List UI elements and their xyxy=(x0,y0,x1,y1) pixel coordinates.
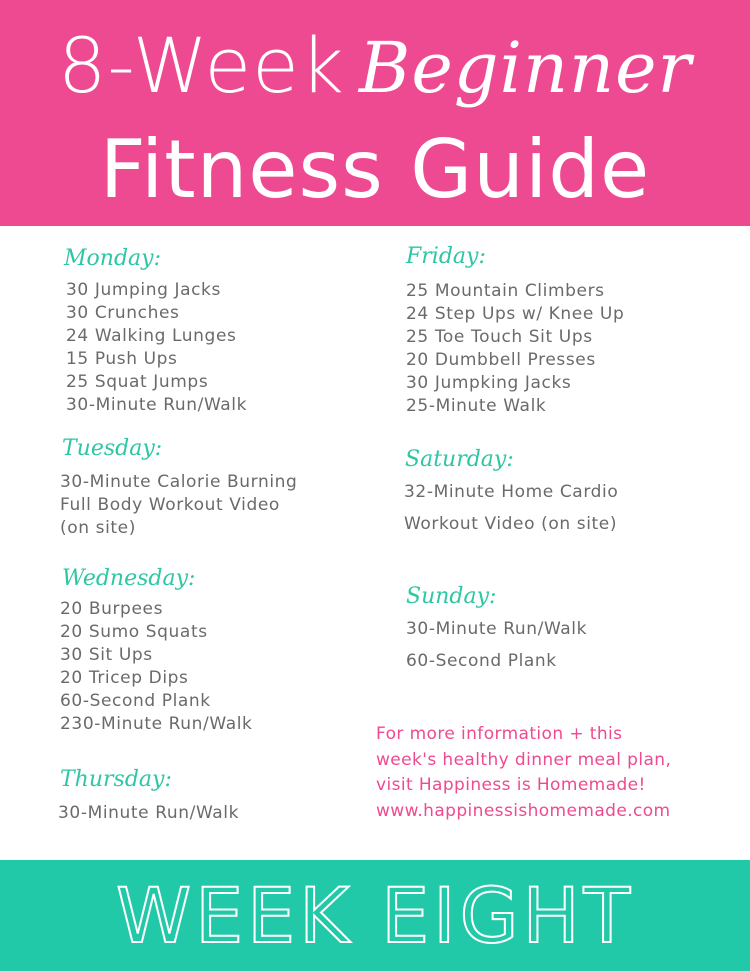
list-item: 30 Jumpking Jacks xyxy=(406,373,572,393)
day-heading-friday: Friday: xyxy=(406,244,486,269)
list-item: 32-Minute Home Cardio xyxy=(404,482,619,502)
list-item: 60-Second Plank xyxy=(406,651,557,671)
day-heading-sunday: Sunday: xyxy=(406,584,497,609)
exercise-list-saturday xyxy=(404,476,618,540)
list-item: 60-Second Plank xyxy=(60,691,211,711)
info-line: For more information + this xyxy=(376,724,623,744)
page-title-line2: Fitness Guide xyxy=(99,123,651,216)
list-item: 25-Minute Walk xyxy=(406,396,547,416)
day-heading-tuesday: Tuesday: xyxy=(62,436,163,461)
title-script: Beginner xyxy=(358,27,693,109)
list-item: 24 Step Ups w/ Knee Up xyxy=(406,304,625,324)
list-item: 24 Walking Lunges xyxy=(66,326,237,346)
info-text xyxy=(376,722,736,824)
list-item: 20 Sumo Squats xyxy=(60,622,208,642)
exercise-list-tuesday xyxy=(60,471,297,540)
exercise-list-monday xyxy=(66,279,247,417)
list-item: 30 Crunches xyxy=(66,303,180,323)
exercise-list-wednesday xyxy=(60,598,252,736)
exercise-list-friday xyxy=(406,280,624,418)
list-item: 30-Minute Run/Walk xyxy=(66,395,248,415)
list-item: 30-Minute Run/Walk xyxy=(58,803,240,823)
list-item: 20 Tricep Dips xyxy=(60,668,189,688)
exercise-list-thursday xyxy=(58,802,239,825)
day-heading-saturday: Saturday: xyxy=(405,447,514,472)
list-item: 25 Toe Touch Sit Ups xyxy=(406,327,593,347)
day-heading-monday: Monday: xyxy=(64,246,161,271)
day-heading-thursday: Thursday: xyxy=(60,767,172,792)
exercise-list-sunday xyxy=(406,613,587,677)
info-line: visit Happiness is Homemade! xyxy=(376,775,646,795)
list-item: 15 Push Ups xyxy=(66,349,178,369)
week-label: WEEK EIGHT xyxy=(115,871,635,960)
list-item: 30 Sit Ups xyxy=(60,645,153,665)
info-line: week's healthy dinner meal plan, xyxy=(376,749,672,770)
title-part1: 8-Week xyxy=(57,21,345,110)
list-item: Full Body Workout Video xyxy=(60,495,280,515)
list-item: 25 Mountain Climbers xyxy=(406,281,605,301)
header-banner xyxy=(0,0,750,226)
list-item: 30-Minute Run/Walk xyxy=(406,619,588,639)
list-item: 30 Jumping Jacks xyxy=(66,280,221,300)
footer-banner xyxy=(0,860,750,971)
list-item: (on site) xyxy=(60,518,136,538)
website-link[interactable]: www.happinessishomemade.com xyxy=(376,800,671,821)
list-item: 230-Minute Run/Walk xyxy=(60,714,253,734)
list-item: Workout Video (on site) xyxy=(404,514,618,534)
list-item: 30-Minute Calorie Burning xyxy=(60,472,298,492)
day-heading-wednesday: Wednesday: xyxy=(62,566,196,591)
page-title-line1 xyxy=(0,22,750,112)
list-item: 20 Dumbbell Presses xyxy=(406,350,596,370)
list-item: 25 Squat Jumps xyxy=(66,372,209,392)
list-item: 20 Burpees xyxy=(60,599,164,619)
